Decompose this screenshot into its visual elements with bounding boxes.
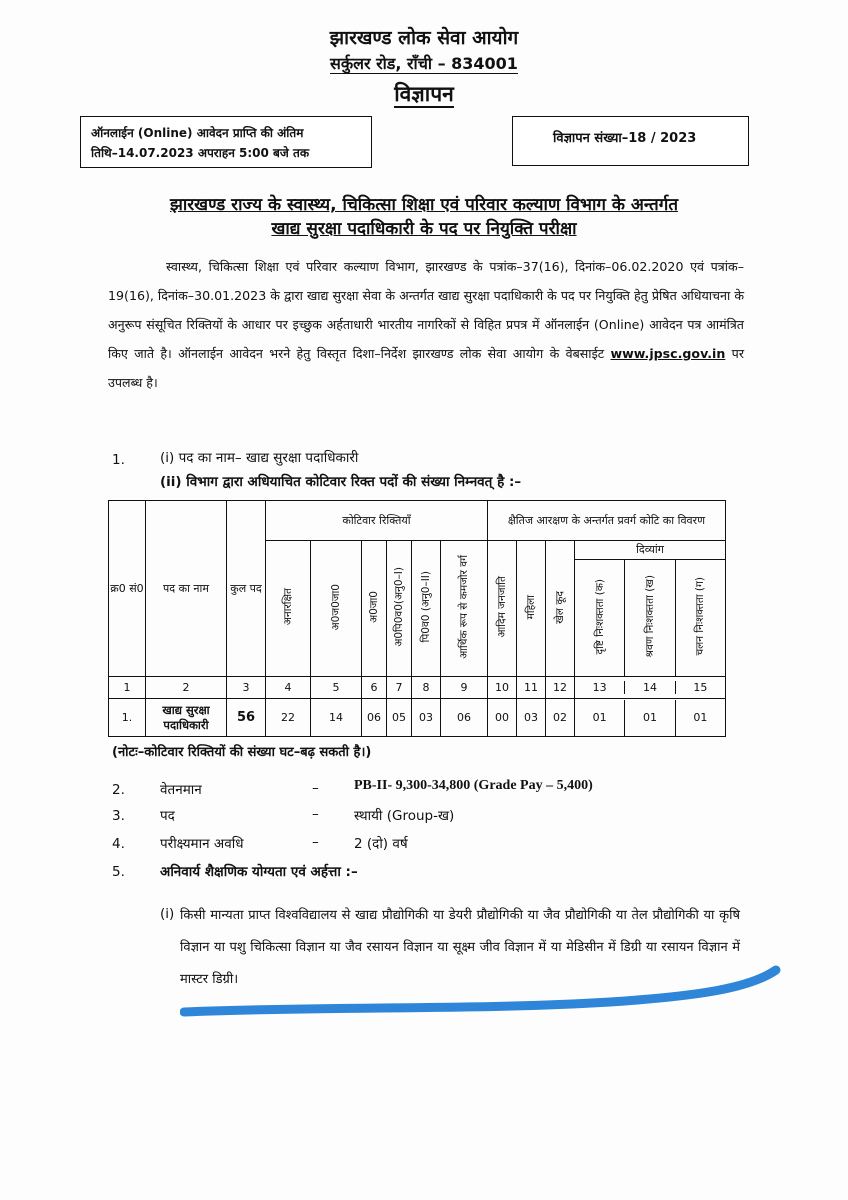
th-cat-ur: अनारक्षित xyxy=(266,541,311,677)
detail-label-pay: वेतनमान xyxy=(160,782,202,798)
detail-dash: – xyxy=(312,780,319,796)
th-post: पद का नाम xyxy=(146,501,227,677)
ad-number-text: विज्ञापन संख्या–18 / 2023 xyxy=(553,131,697,146)
subject-line1: झारखण्ड राज्य के स्वास्थ्य, चिकित्सा शिक्षा एवं परिवार कल्याण विभाग के अन्तर्गत xyxy=(169,195,679,215)
th-divyang-group xyxy=(575,541,726,677)
deadline-line2: तिथि–14.07.2023 अपराहन 5:00 बजे तक xyxy=(91,146,310,160)
detail-dash: – xyxy=(312,834,319,850)
detail-label-probation: परीक्ष्यमान अवधि xyxy=(160,836,244,852)
th-div-locomotor: चलन निःशक्तता (ग) xyxy=(694,576,707,656)
website-link[interactable]: www.jpsc.gov.in xyxy=(610,346,726,361)
vacancy-caption: (ii) विभाग द्वारा अधियाचित कोटिवार रिक्त पदों की संख्या निम्नवत् है :– xyxy=(160,474,522,490)
detail-value-post: स्थायी (Group-ख) xyxy=(354,808,455,824)
org-name: झारखण्ड लोक सेवा आयोग xyxy=(329,27,519,49)
th-cat-sc: अ0जा0 xyxy=(362,541,387,677)
th-div-hearing: श्रवण निःशक्तता (ख) xyxy=(625,559,675,676)
detail-label-post: पद xyxy=(160,808,175,824)
section5-number: 5. xyxy=(112,864,125,880)
section5-title: अनिवार्य शैक्षणिक योग्यता एवं अर्हत्ता :– xyxy=(160,864,358,880)
table-row: 1. खाद्य सुरक्षा पदाधिकारी 56 22 14 06 05 03 06 00 03 02 01 01 01 xyxy=(109,699,726,737)
intro-paragraph: स्वास्थ्य, चिकित्सा शिक्षा एवं परिवार कल्याण विभाग, झारखण्ड के पत्रांक–37(16), दिनांक–06.02.2020 एवं पत्रांक–19(16), दिनांक–30.01.2023 के द्वारा खाद्य सुरक्षा सेवा के अन्तर्गत खाद्य सुरक्षा पदाधिकारी के पद पर नियुक्ति हेतु प्रेषित अधियाचना के अनुरूप संसूचित रिक्तियों के आधार पर इच्छुक अर्हताधारी भारतीय नागरिकों से विहित प्रपत्र में ऑनलाईन (Online) आवेदन पत्र आमंत्रित किए जाते है। ऑनलाईन आवेदन भरने हेतु विस्तृत दिशा–निर्देश झारखण्ड लोक सेवा आयोग के वेबसाईट www.jpsc.gov.in पर उपलब्ध है। xyxy=(108,259,744,390)
highlight-underline xyxy=(180,960,800,1030)
deadline-box xyxy=(80,116,372,168)
qualification-item-text: किसी मान्यता प्राप्त विश्वविद्यालय से खाद्य प्रौद्योगिकी या डेयरी प्रौद्योगिकी या जैव प्रौद्योगिकी या तेल प्रौद्योगिकी या कृषि विज्ञान या पशु चिकित्सा विज्ञान या जैव रसायन विज्ञान या सूक्ष्म जीव विज्ञान में या मेडिसीन में डिग्री या रसायन विज्ञान में मास्टर डिग्री। xyxy=(180,908,740,987)
detail-num-4: 4. xyxy=(112,836,125,852)
section1-number: 1. xyxy=(112,452,125,468)
th-category: कोटिवार रिक्तियाँ xyxy=(266,501,488,541)
th-divyang: दिव्यांग xyxy=(575,541,725,559)
detail-value-pay: PB-II- 9,300-34,800 (Grade Pay – 5,400) xyxy=(354,778,593,793)
ad-number-box xyxy=(512,116,749,166)
doc-type-heading: विज्ञापन xyxy=(394,82,454,106)
th-total: कुल पद xyxy=(227,501,266,677)
th-sno: क्र0 सं0 xyxy=(109,501,146,677)
qualification-item-label: (i) xyxy=(160,906,175,922)
detail-num-2: 2. xyxy=(112,782,125,798)
org-address: सर्कुलर रोड, राँची – 834001 xyxy=(330,54,518,73)
th-cat-bc1: अ0पि0व0(अनु0–I) xyxy=(387,541,412,677)
th-cat-st: अ0ज0जा0 xyxy=(311,541,362,677)
table-note: (नोटः–कोटिवार रिक्तियों की संख्या घट–बढ़ सकती है।) xyxy=(112,745,372,760)
column-number-row: 1 2 3 4 5 6 7 8 9 10 11 12 13 14 15 xyxy=(109,677,726,699)
post-name: (i) पद का नाम– खाद्य सुरक्षा पदाधिकारी xyxy=(160,450,359,466)
detail-value-probation: 2 (दो) वर्ष xyxy=(354,836,408,852)
deadline-line1: ऑनलाईन (Online) आवेदन प्राप्ति की अंतिम xyxy=(91,126,304,140)
th-hor-women: महिला xyxy=(517,541,546,677)
detail-num-3: 3. xyxy=(112,808,125,824)
th-hor-sports: खेल कूद xyxy=(546,541,575,677)
th-cat-ews: आर्थिक रूप से कमजोर वर्ग xyxy=(441,541,488,677)
vacancy-table xyxy=(108,500,726,737)
detail-dash: – xyxy=(312,806,319,822)
th-horizontal: क्षैतिज आरक्षण के अन्तर्गत प्रवर्ग कोटि का विवरण xyxy=(488,501,726,541)
th-cat-bc2: पि0व0 (अनु0–II) xyxy=(412,541,441,677)
th-hor-pvtg: आदिम जनजाति xyxy=(488,541,517,677)
th-div-visual: दृष्टि निःशक्तता (क) xyxy=(575,559,625,676)
subject-line2: खाद्य सुरक्षा पदाधिकारी के पद पर नियुक्ति परीक्षा xyxy=(271,219,577,239)
